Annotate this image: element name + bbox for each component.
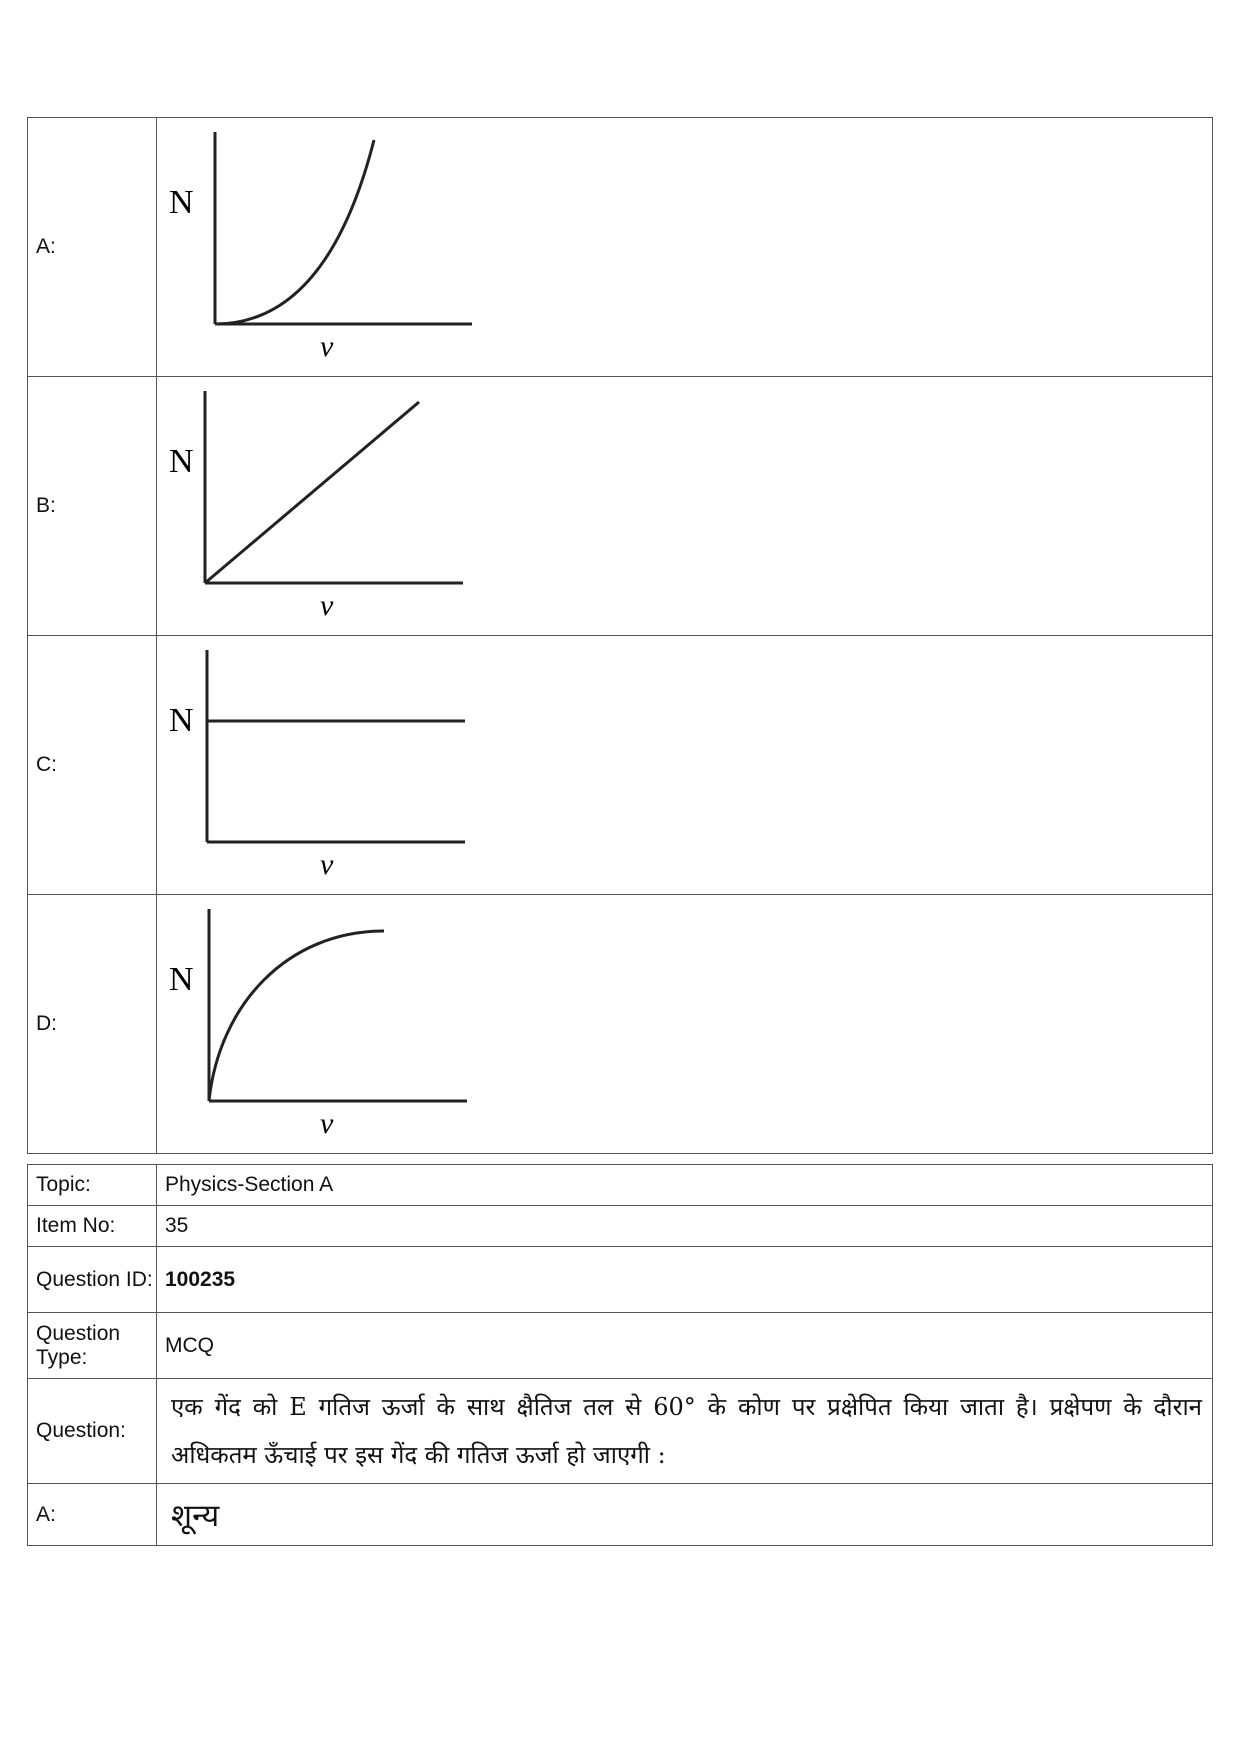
item-no-value: 35: [157, 1206, 1213, 1247]
option-label-d: D:: [28, 895, 157, 1154]
option-label-a: A:: [28, 118, 157, 377]
graph-b-line: [205, 402, 419, 583]
option-row-a: [28, 118, 1213, 377]
graph-b-y-label: N: [169, 443, 194, 480]
graph-c-x-label: ν: [320, 848, 334, 881]
graph-a-y-label: N: [169, 184, 194, 221]
answer-text: शून्य: [157, 1484, 1213, 1546]
graph-d-svg: [157, 895, 477, 1147]
question-id-label: Question ID:: [28, 1247, 157, 1313]
option-row-c: [28, 636, 1213, 895]
question-id-row: [28, 1247, 1213, 1313]
graph-d-x-label: ν: [320, 1107, 334, 1140]
topic-row: [28, 1165, 1213, 1206]
graph-a-x-label: ν: [320, 330, 334, 363]
option-label-b: B:: [28, 377, 157, 636]
question-id-value: 100235: [157, 1247, 1213, 1313]
item-no-label: Item No:: [28, 1206, 157, 1247]
topic-value: Physics-Section A: [157, 1165, 1213, 1206]
graph-b-x-label: ν: [320, 589, 334, 622]
answer-label: A:: [28, 1484, 157, 1546]
question-text: एक गेंद को E गतिज ऊर्जा के साथ क्षैतिज तल से 60° के कोण पर प्रक्षेपित किया जाता है। प्रक्षेपण के दौरान अधिकतम ऊँचाई पर इस गेंद की गतिज ऊर्जा हो जाएगी :: [157, 1379, 1213, 1484]
option-graph-a: [157, 118, 1213, 377]
option-graph-c: [157, 636, 1213, 895]
question-meta-table: [27, 1164, 1213, 1546]
graph-a-curve: [215, 140, 374, 324]
graph-c-svg: [157, 636, 477, 888]
item-no-row: [28, 1206, 1213, 1247]
option-graph-b: [157, 377, 1213, 636]
question-type-row: [28, 1313, 1213, 1379]
question-type-value: MCQ: [157, 1313, 1213, 1379]
graph-d-y-label: N: [169, 961, 194, 998]
graph-d-curve: [209, 931, 384, 1101]
topic-label: Topic:: [28, 1165, 157, 1206]
options-table: [27, 117, 1213, 1154]
option-row-b: [28, 377, 1213, 636]
answer-row: [28, 1484, 1213, 1546]
question-type-label: Question Type:: [28, 1313, 157, 1379]
graph-b-svg: [157, 377, 477, 629]
graph-a-svg: [157, 118, 477, 370]
graph-c-y-label: N: [169, 702, 194, 739]
question-label: Question:: [28, 1379, 157, 1484]
option-graph-d: [157, 895, 1213, 1154]
question-row: [28, 1379, 1213, 1484]
option-label-c: C:: [28, 636, 157, 895]
option-row-d: [28, 895, 1213, 1154]
